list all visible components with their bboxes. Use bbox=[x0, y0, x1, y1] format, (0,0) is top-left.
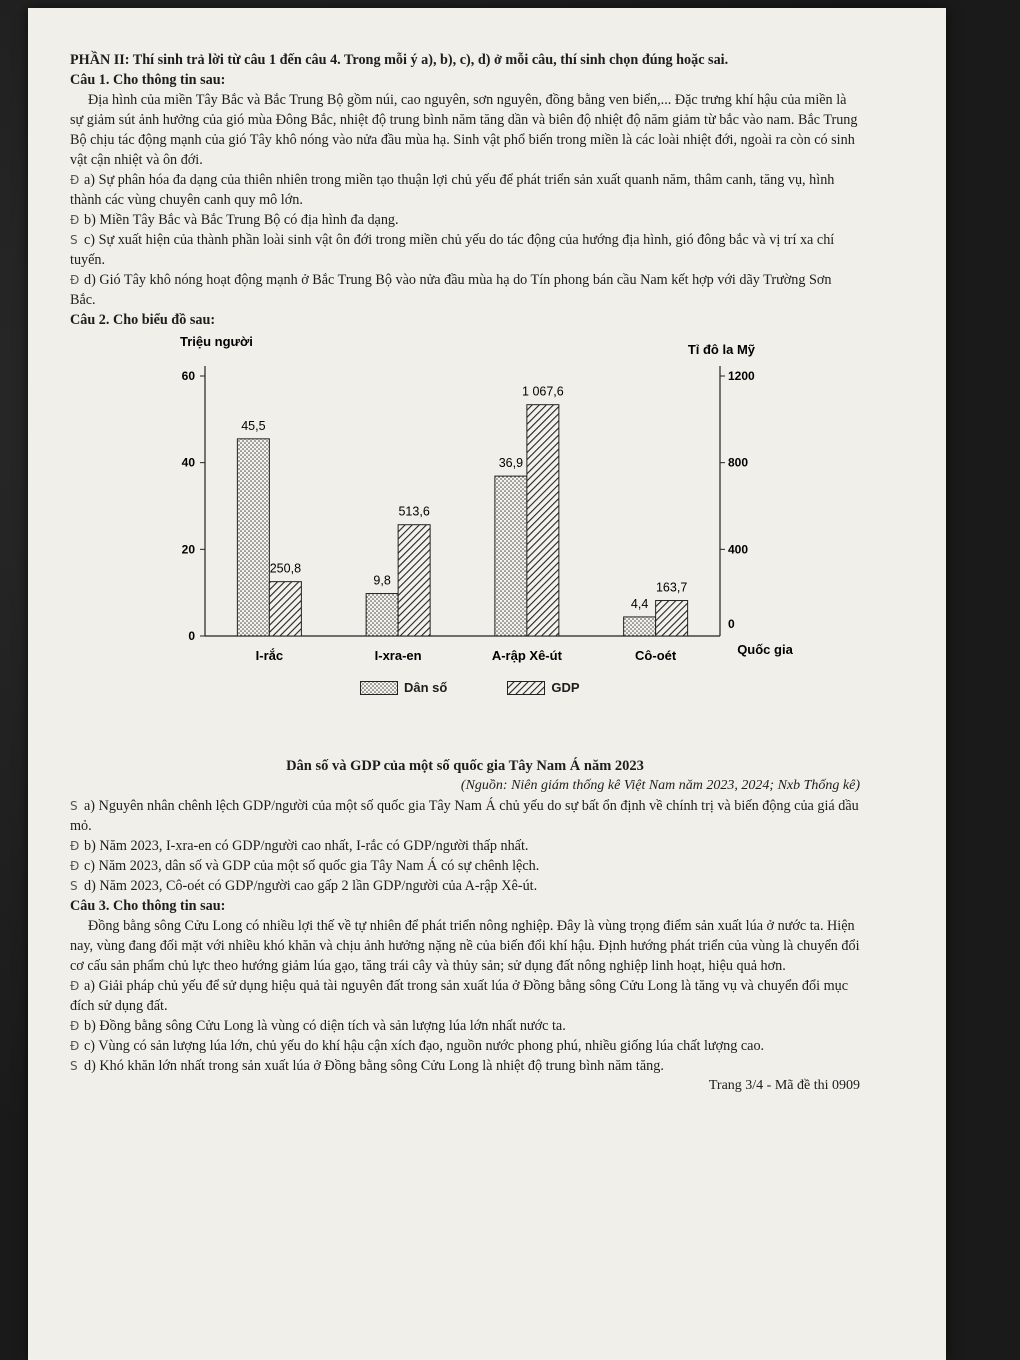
bar-gdp bbox=[398, 525, 430, 636]
right-tick-label: 400 bbox=[728, 542, 749, 557]
bar-population bbox=[237, 439, 269, 636]
answer-mark: Đ bbox=[70, 979, 80, 993]
legend bbox=[360, 676, 580, 700]
data-label-population: 45,5 bbox=[241, 418, 266, 433]
legend-swatch-hatch bbox=[507, 681, 545, 695]
q1-passage: Địa hình của miền Tây Bắc và Bắc Trung Bộ gồm núi, cao nguyên, sơn nguyên, đồng bằng ven biển,... Đặc trưng khí hậu của miền là sự giảm sút ảnh hưởng của gió mùa Đông Bắc, nhiệt độ trung bình năm tăng dần và biên độ nhiệt độ năm giảm từ bắc vào nam. Bắc Trung Bộ chịu tác động mạnh của gió Tây khô nóng vào nửa đầu mùa hạ. Sinh vật phổ biến trong miền là các loài nhiệt đới, ngoài ra còn có sinh vật cận nhiệt và ôn đới. bbox=[70, 92, 858, 168]
q3-a: Đ a) Giải pháp chủ yếu để sử dụng hiệu quả tài nguyên đất trong sản xuất lúa ở Đồng bằng sông Cửu Long là tăng vụ và chuyển đổi mục đích sử dụng đất. bbox=[70, 978, 849, 1014]
q1-d: Đ d) Gió Tây khô nóng hoạt động mạnh ở Bắc Trung Bộ vào nửa đầu mùa hạ do Tín phong bán cầu Nam kết hợp với dãy Trường Sơn Bắc. bbox=[70, 272, 832, 308]
q3-b: Đ b) Đồng bằng sông Cửu Long là vùng có diện tích và sản lượng lúa lớn nhất nước ta. bbox=[70, 1018, 566, 1034]
page-footer: Trang 3/4 - Mã đề thi 0909 bbox=[708, 1078, 860, 1093]
answer-mark: Đ bbox=[70, 273, 80, 287]
data-label-gdp: 513,6 bbox=[398, 504, 430, 519]
category-label: Cô-oét bbox=[635, 648, 677, 663]
q1-c: S c) Sự xuất hiện của thành phần loài sinh vật ôn đới trong miền chủ yếu do tác động của hướng địa hình, gió đông bắc và vị trí xa chí tuyến. bbox=[70, 232, 835, 268]
answer-mark: Đ bbox=[70, 1019, 80, 1033]
part-header: PHẦN II: Thí sinh trả lời từ câu 1 đến câu 4. Trong mỗi ý a), b), c), d) ở mỗi câu, thí sinh chọn đúng hoặc sai. bbox=[70, 52, 729, 68]
category-label: I-rắc bbox=[255, 648, 284, 663]
data-label-population: 4,4 bbox=[630, 596, 649, 611]
exam-page bbox=[70, 50, 860, 1096]
bar-gdp bbox=[269, 582, 301, 636]
q1-title: Câu 1. Cho thông tin sau: bbox=[70, 72, 226, 88]
chart-caption: Dân số và GDP của một số quốc gia Tây Nam Á năm 2023 bbox=[286, 758, 644, 774]
legend-item-gdp bbox=[507, 678, 579, 698]
q3-passage: Đồng bằng sông Cửu Long có nhiều lợi thế về tự nhiên để phát triển nông nghiệp. Đây là vùng trọng điểm sản xuất lúa ở nước ta. Hiện nay, vùng đang đối mặt với nhiều khó khăn và chịu ảnh hưởng nặng nề của biến đổi khí hậu. Định hướng phát triển của vùng là chuyển đổi cơ cấu sản phẩm chủ lực theo hướng giảm lúa gạo, tăng trái cây và thủy sản; sử dụng đất nông nghiệp linh hoạt, hiệu quả hơn. bbox=[70, 918, 860, 974]
category-label: I-xra-en bbox=[374, 648, 422, 663]
left-axis-title: Triệu người bbox=[180, 336, 253, 349]
population-gdp-chart bbox=[70, 336, 860, 756]
answer-mark: S bbox=[70, 879, 78, 893]
q3-d: S d) Khó khăn lớn nhất trong sản xuất lúa ở Đồng bằng sông Cửu Long là nhiệt độ trung bình năm tăng. bbox=[70, 1058, 664, 1074]
bar-gdp bbox=[656, 601, 688, 636]
q3-c: Đ c) Vùng có sản lượng lúa lớn, chủ yếu do khí hậu cận xích đạo, nguồn nước phong phú, nhiều giống lúa chất lượng cao. bbox=[70, 1038, 765, 1054]
answer-mark: Đ bbox=[70, 839, 80, 853]
right-tick-label: 800 bbox=[728, 455, 749, 470]
bar-gdp bbox=[527, 405, 559, 636]
left-tick-label: 40 bbox=[181, 455, 195, 470]
answer-mark: Đ bbox=[70, 859, 80, 873]
data-label-population: 36,9 bbox=[498, 456, 524, 471]
left-tick-label: 20 bbox=[181, 542, 195, 557]
bar-population bbox=[495, 476, 527, 636]
answer-mark: Đ bbox=[70, 213, 80, 227]
answer-mark: Đ bbox=[70, 173, 80, 187]
chart-svg bbox=[70, 336, 860, 708]
q2-d: S d) Năm 2023, Cô-oét có GDP/người cao gấp 2 lần GDP/người của A-rập Xê-út. bbox=[70, 878, 538, 894]
legend-swatch-dots bbox=[360, 681, 398, 695]
legend-label-gdp: GDP bbox=[551, 680, 580, 695]
answer-mark: Đ bbox=[70, 1039, 80, 1053]
q2-c: Đ c) Năm 2023, dân số và GDP của một số quốc gia Tây Nam Á có sự chênh lệch. bbox=[70, 858, 540, 874]
q1-b: Đ b) Miền Tây Bắc và Bắc Trung Bộ có địa hình đa dạng. bbox=[70, 212, 399, 228]
right-tick-label: 0 bbox=[728, 617, 735, 631]
left-tick-label: 0 bbox=[188, 629, 195, 643]
data-label-gdp: 1 067,6 bbox=[522, 384, 564, 399]
bar-population bbox=[624, 617, 656, 636]
data-label-gdp: 163,7 bbox=[655, 580, 688, 595]
chart-source: (Nguồn: Niên giám thống kê Việt Nam năm 2023, 2024; Nxb Thống kê) bbox=[460, 778, 860, 793]
data-label-gdp: 250,8 bbox=[269, 561, 302, 576]
bar-population bbox=[366, 594, 398, 636]
answer-mark: S bbox=[70, 799, 78, 813]
q2-title: Câu 2. Cho biểu đồ sau: bbox=[70, 312, 216, 328]
x-axis-title: Quốc gia bbox=[737, 642, 793, 657]
data-label-population: 9,8 bbox=[373, 573, 391, 588]
right-tick-label: 1200 bbox=[728, 369, 755, 383]
answer-mark: S bbox=[70, 233, 78, 247]
q1-a: Đ a) Sự phân hóa đa dạng của thiên nhiên trong miền tạo thuận lợi chủ yếu để phát triển sản xuất quanh năm, thâm canh, tăng vụ, hình thành các vùng chuyên canh quy mô lớn. bbox=[70, 172, 835, 208]
answer-mark: S bbox=[70, 1059, 78, 1073]
category-label: A-rập Xê-út bbox=[491, 648, 562, 663]
q2-a: S a) Nguyên nhân chênh lệch GDP/người của một số quốc gia Tây Nam Á chủ yếu do sự bất ổn định về chính trị và biến động của giá dầu mỏ. bbox=[70, 798, 859, 834]
legend-label-population: Dân số bbox=[404, 680, 448, 695]
right-axis-title: Tỉ đô la Mỹ bbox=[687, 342, 755, 357]
left-tick-label: 60 bbox=[181, 369, 195, 383]
q3-title: Câu 3. Cho thông tin sau: bbox=[70, 898, 226, 914]
legend-item-population bbox=[360, 678, 447, 698]
q2-b: Đ b) Năm 2023, I-xra-en có GDP/người cao nhất, I-rắc có GDP/người thấp nhất. bbox=[70, 838, 529, 854]
